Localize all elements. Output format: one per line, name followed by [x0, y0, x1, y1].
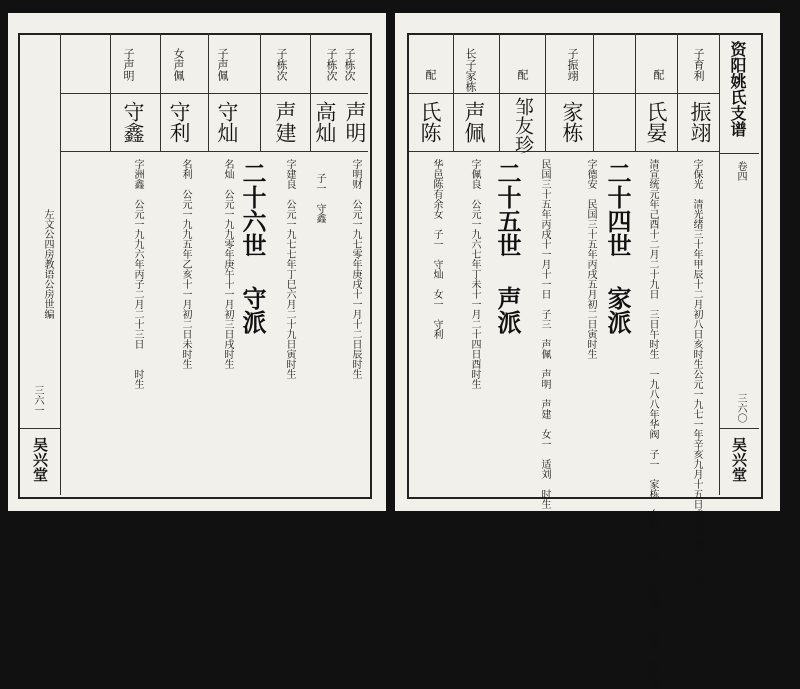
relation-label: 子育利	[692, 48, 705, 81]
col-sep	[453, 33, 454, 151]
person-name: 家栋	[560, 101, 584, 143]
left-page-number: 三六一	[32, 385, 43, 415]
left-margin-rule	[60, 33, 61, 495]
col-sep	[677, 33, 678, 151]
person-name: 声建	[273, 101, 297, 143]
left-page	[8, 13, 386, 511]
hall-name-right: 吴兴堂	[730, 437, 748, 482]
left-margin-divider	[20, 428, 60, 429]
person-name: 声佩	[462, 101, 486, 143]
person-name: 声明	[343, 101, 367, 143]
relation-label: 长子家栋	[464, 48, 477, 92]
right-header-rule	[409, 93, 719, 94]
col-sep	[260, 33, 261, 151]
person-name: 高灿	[313, 101, 337, 143]
person-name: 守鑫	[121, 101, 145, 143]
relation-label: 子振翊	[566, 48, 579, 81]
person-detail: 字明财 公元一九七零年庚戌十一月十二日辰时生	[350, 159, 361, 379]
person-detail: 民国三十五年丙戌十一月十一日 子三 声佩 声明 声建 女一 适刘 时生	[539, 159, 550, 509]
person-name: 守灿	[215, 101, 239, 143]
person-detail: 字建良 公元一九七七年丁巳六月二十九日寅时生	[284, 159, 295, 379]
relation-label: 配	[424, 69, 437, 80]
left-margin-note: 左文公四房教语公房世编	[42, 209, 53, 319]
right-page	[395, 13, 780, 689]
hall-name-left: 吴兴堂	[31, 437, 49, 482]
right-name-rule	[409, 151, 719, 152]
relation-label: 子声明	[122, 48, 135, 81]
relation-label: 配	[516, 69, 529, 80]
person-detail: 清宣统元年己酉十二月二十九日 三日午时生 一九八八年华阀 子一 家栋 女四 长适王 次适周 三适蔡 四适刘	[647, 159, 658, 689]
right-margin-divider	[719, 428, 759, 429]
right-title-divider	[719, 153, 759, 154]
relation-label: 子栋次	[325, 48, 338, 81]
person-name: 振翊	[688, 101, 712, 143]
relation-label: 子声佩	[216, 48, 229, 81]
relation-label: 配	[652, 69, 665, 80]
col-sep	[310, 33, 311, 151]
col-sep	[499, 33, 500, 151]
person-name: 邹友珍	[512, 97, 534, 154]
col-sep	[635, 33, 636, 151]
relation-label: 子栋次	[275, 48, 288, 81]
person-name: 守利	[167, 101, 191, 143]
col-sep	[160, 33, 161, 151]
person-detail: 子一 守鑫	[314, 173, 325, 223]
col-sep	[208, 33, 209, 151]
person-detail: 字保光 清光绪三十年甲辰十二月初八日亥时生公元一九七一年辛亥九月十五日戌时卒寿六十八岁	[691, 159, 702, 589]
col-sep	[110, 33, 111, 151]
person-name: 氏晏	[644, 101, 668, 143]
person-detail: 名灿 公元一九九零年庚午十一月初三日戌时生	[222, 159, 233, 369]
generation-heading: 二十六世 守派	[238, 161, 267, 334]
person-detail: 华邑陈有余女 子一 守灿 女一 守利	[431, 159, 442, 339]
relation-label: 女声佩	[172, 48, 185, 81]
col-sep	[593, 33, 594, 151]
left-name-rule	[60, 151, 368, 152]
right-page-number: 三六〇	[735, 393, 746, 423]
left-header-rule	[60, 93, 368, 94]
relation-label: 子栋次	[343, 48, 356, 81]
person-detail: 字德安 民国三十五年丙戌五月初二日寅时生	[585, 159, 596, 359]
person-detail: 名利 公元一九九五年乙亥十一月初二日未时生	[180, 159, 191, 369]
col-sep	[545, 33, 546, 151]
volume-label: 卷四	[735, 161, 746, 181]
generation-heading: 二十四世 家派	[603, 161, 632, 334]
generation-heading: 二十五世 声派	[493, 161, 522, 334]
person-detail: 字洲鑫 公元一九九六年丙子二月二十三日 时生	[132, 159, 143, 389]
right-margin-rule	[719, 33, 720, 495]
book-title: 资阳姚氏支谱	[728, 41, 747, 137]
person-name: 氏陈	[418, 101, 442, 143]
person-detail: 字佩良 公元一九六七年丁未十一月二十四日酉时生	[469, 159, 480, 389]
